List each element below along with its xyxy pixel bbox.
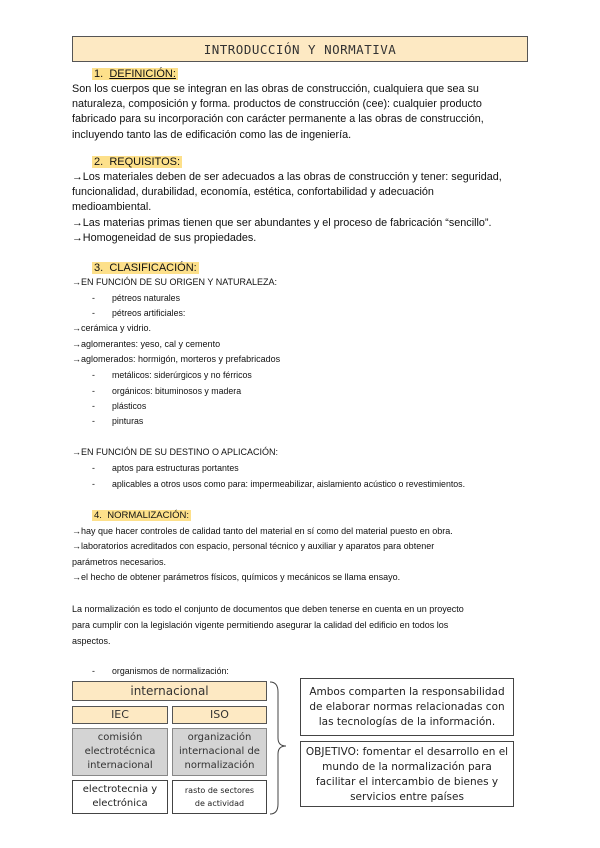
section-2-number: 2. [94,156,104,168]
text-line: La normalización es todo el conjunto de documentos que deben tenerse en cuenta en un proyecto [72,604,464,614]
list-item: - pétreos naturales [92,293,180,303]
section-3-heading [92,262,199,274]
text-line: →el hecho de obtener parámetros físicos, químicos y mecánicos se llama ensayo. [72,572,401,583]
text-line: parámetros necesarios. [72,556,167,567]
text-line: →Las materias primas tienen que ser abundantes y el proceso de fabricación “sencillo”. [72,216,492,229]
section-2-heading [92,156,182,168]
text-line: Son los cuerpos que se integran en las obras de construcción, cualquiera que sea su [72,83,479,95]
text-line: →Los materiales deben de ser adecuados a las obras de construcción y tener: seguridad, [72,171,502,183]
list-item: - aplicables a otros usos como para: impermeabilizar, aislamiento acústico o revestimientos. [92,479,466,489]
text-line: →Homogeneidad de sus propiedades. [72,231,257,244]
objective-note: OBJETIVO: fomentar el desarrollo en el mundo de la normalización para facilitar el intercambio de bienes y servicios entre países [300,741,514,807]
organisms-label: - organismos de normalización: [92,666,229,676]
text-line: funcionalidad, durabilidad, economía, estética, confortabilidad y adecuación [72,186,434,199]
section-3-number: 3. [94,262,104,274]
text-line: →hay que hacer controles de calidad tanto del material en sí como del material puesto en obra. [72,526,453,536]
iec-field-box: electrotecnia y electrónica [72,780,168,814]
iso-box: ISO [172,706,267,724]
text-line: naturaleza, composición y forma. productos de construcción (cee): cualquier producto [72,98,482,111]
page-title: INTRODUCCIÓN Y NORMATIVA [203,42,397,57]
brace-connector [268,680,290,816]
section-4-body [72,524,532,586]
section-2-body [72,170,530,246]
section-1-heading [92,68,178,80]
list-item: →aglomerantes: yeso, cal y cemento [72,339,221,349]
list-item: - orgánicos: bituminosos y madera [92,386,242,396]
shared-responsibility-note: Ambos comparten la responsabilidad de elaborar normas relacionadas con las tecnologías de la información. [300,678,514,736]
text-line: incluyendo tanto las de edificación como las de ingeniería. [72,128,352,141]
text-line: aspectos. [72,636,111,646]
list-item: - pinturas [92,416,144,426]
section-1-number: 1. [94,68,104,80]
text-line: fabricado para su incorporación con carácter permanente a las obras de construcción, [72,113,484,126]
section-4-heading [92,508,191,523]
page-title-box [72,36,528,62]
text-line: para cumplir con la legislación vigente permitiendo asegurar la calidad del edificio en todos los [72,620,449,630]
normalization-paragraph [72,601,532,649]
iso-field-box: rasto de sectores de actividad [172,780,267,814]
list-item: - pétreos artificiales: [92,308,186,318]
iso-description-box: organización internacional de normalización [172,728,267,776]
iec-box: IEC [72,706,168,724]
section-3-title: CLASIFICACIÓN: [109,262,197,274]
section-4-title: NORMALIZACIÓN: [107,510,190,521]
list-item: - aptos para estructuras portantes [92,463,239,473]
section-4-number: 4. [94,510,102,521]
list-item: →cerámica y vidrio. [72,323,152,333]
iec-description-box: comisión electrotécnica internacional [72,728,168,776]
origin-title: →EN FUNCIÓN DE SU ORIGEN Y NATURALEZA: [72,277,278,287]
text-line: medioambiental. [72,201,152,214]
list-item: →aglomerados: hormigón, morteros y prefabricados [72,354,281,364]
section-1-title: DEFINICIÓN: [109,68,176,80]
destination-title: →EN FUNCIÓN DE SU DESTINO O APLICACIÓN: [72,447,279,457]
section-2-title: REQUISITOS: [109,156,181,168]
section-1-body [72,82,530,143]
list-item: - metálicos: siderúrgicos y no férricos [92,370,252,380]
international-box: internacional [72,681,267,701]
list-item: - plásticos [92,401,147,411]
text-line: →laboratorios acreditados con espacio, personal técnico y auxiliar y aparatos para obtener [72,541,435,552]
